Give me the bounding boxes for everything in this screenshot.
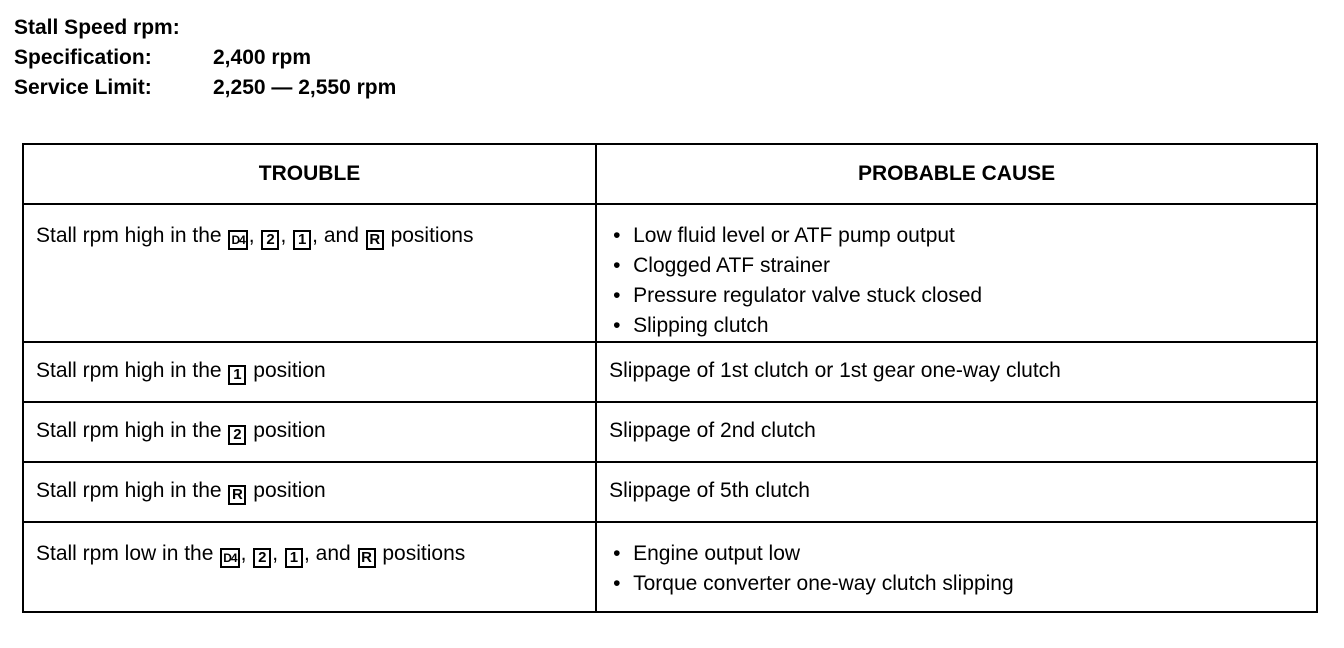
specs-title: Stall Speed rpm: xyxy=(14,16,180,39)
list-item xyxy=(609,539,1304,569)
bullet-icon: • xyxy=(613,572,621,595)
bullet-icon: • xyxy=(613,314,621,337)
trouble-text: Stall rpm low in the xyxy=(36,542,214,565)
cause-cell: Slippage of 5th clutch xyxy=(596,462,1317,522)
trouble-text-suffix: positions xyxy=(390,224,474,247)
cause-cell: Slippage of 1st clutch or 1st gear one-way clutch xyxy=(596,342,1317,402)
trouble-text: Stall rpm high in the xyxy=(36,224,222,247)
cause-list xyxy=(609,539,1304,599)
header-trouble: TROUBLE xyxy=(23,144,596,204)
specification-label: Specification: xyxy=(14,46,152,69)
trouble-text-suffix: positions xyxy=(382,542,466,565)
cause-cell: Slippage of 2nd clutch xyxy=(596,402,1317,462)
d4-position-key: D4 xyxy=(228,230,247,250)
trouble-cell xyxy=(23,462,596,522)
separator: , xyxy=(240,542,247,565)
r-position-key: R xyxy=(366,230,384,250)
service-limit-label: Service Limit: xyxy=(14,76,152,99)
d4-position-key: D4 xyxy=(220,548,239,568)
cause-cell xyxy=(596,204,1317,342)
list-item xyxy=(609,311,1304,341)
stall-speed-specs xyxy=(14,13,396,103)
trouble-text-suffix: position xyxy=(253,479,326,502)
trouble-cell xyxy=(23,522,596,612)
separator: , xyxy=(248,224,255,247)
r-position-key: R xyxy=(358,548,376,568)
bullet-icon: • xyxy=(613,254,621,277)
bullet-icon: • xyxy=(613,542,621,565)
list-item xyxy=(609,221,1304,251)
cause-text: Pressure regulator valve stuck closed xyxy=(633,284,983,307)
troubleshooting-table xyxy=(22,143,1318,613)
separator: , and xyxy=(303,542,351,565)
trouble-text-suffix: position xyxy=(253,419,326,442)
2-position-key: 2 xyxy=(253,548,271,568)
bullet-icon: • xyxy=(613,284,621,307)
list-item xyxy=(609,281,1304,311)
table-row xyxy=(23,342,1317,402)
trouble-text: Stall rpm high in the xyxy=(36,419,222,442)
r-position-key: R xyxy=(228,485,246,505)
cause-list xyxy=(609,221,1304,341)
list-item xyxy=(609,569,1304,599)
cause-text: Clogged ATF strainer xyxy=(633,254,830,277)
specs-title-row xyxy=(14,13,396,43)
list-item xyxy=(609,251,1304,281)
cause-text: Engine output low xyxy=(633,542,801,565)
cause-text: Slipping clutch xyxy=(633,314,769,337)
trouble-cell xyxy=(23,204,596,342)
specification-value: 2,400 rpm xyxy=(213,46,312,69)
specification-row xyxy=(14,43,396,73)
table-row xyxy=(23,204,1317,342)
trouble-text: Stall rpm high in the xyxy=(36,359,222,382)
table-row xyxy=(23,402,1317,462)
service-limit-row xyxy=(14,73,396,103)
separator: , xyxy=(272,542,279,565)
1-position-key: 1 xyxy=(285,548,303,568)
trouble-cell xyxy=(23,342,596,402)
service-limit-value: 2,250 — 2,550 rpm xyxy=(213,76,397,99)
bullet-icon: • xyxy=(613,224,621,247)
table-row xyxy=(23,522,1317,612)
cause-cell xyxy=(596,522,1317,612)
separator: , and xyxy=(312,224,359,247)
cause-text: Low fluid level or ATF pump output xyxy=(633,224,955,247)
1-position-key: 1 xyxy=(293,230,311,250)
table-header-row xyxy=(23,144,1317,204)
cause-text: Torque converter one-way clutch slipping xyxy=(633,572,1014,595)
separator: , xyxy=(280,224,287,247)
trouble-cell xyxy=(23,402,596,462)
trouble-text: Stall rpm high in the xyxy=(36,479,222,502)
table-row xyxy=(23,462,1317,522)
trouble-text-suffix: position xyxy=(253,359,326,382)
header-probable-cause: PROBABLE CAUSE xyxy=(596,144,1317,204)
2-position-key: 2 xyxy=(228,425,246,445)
2-position-key: 2 xyxy=(261,230,279,250)
1-position-key: 1 xyxy=(228,365,246,385)
